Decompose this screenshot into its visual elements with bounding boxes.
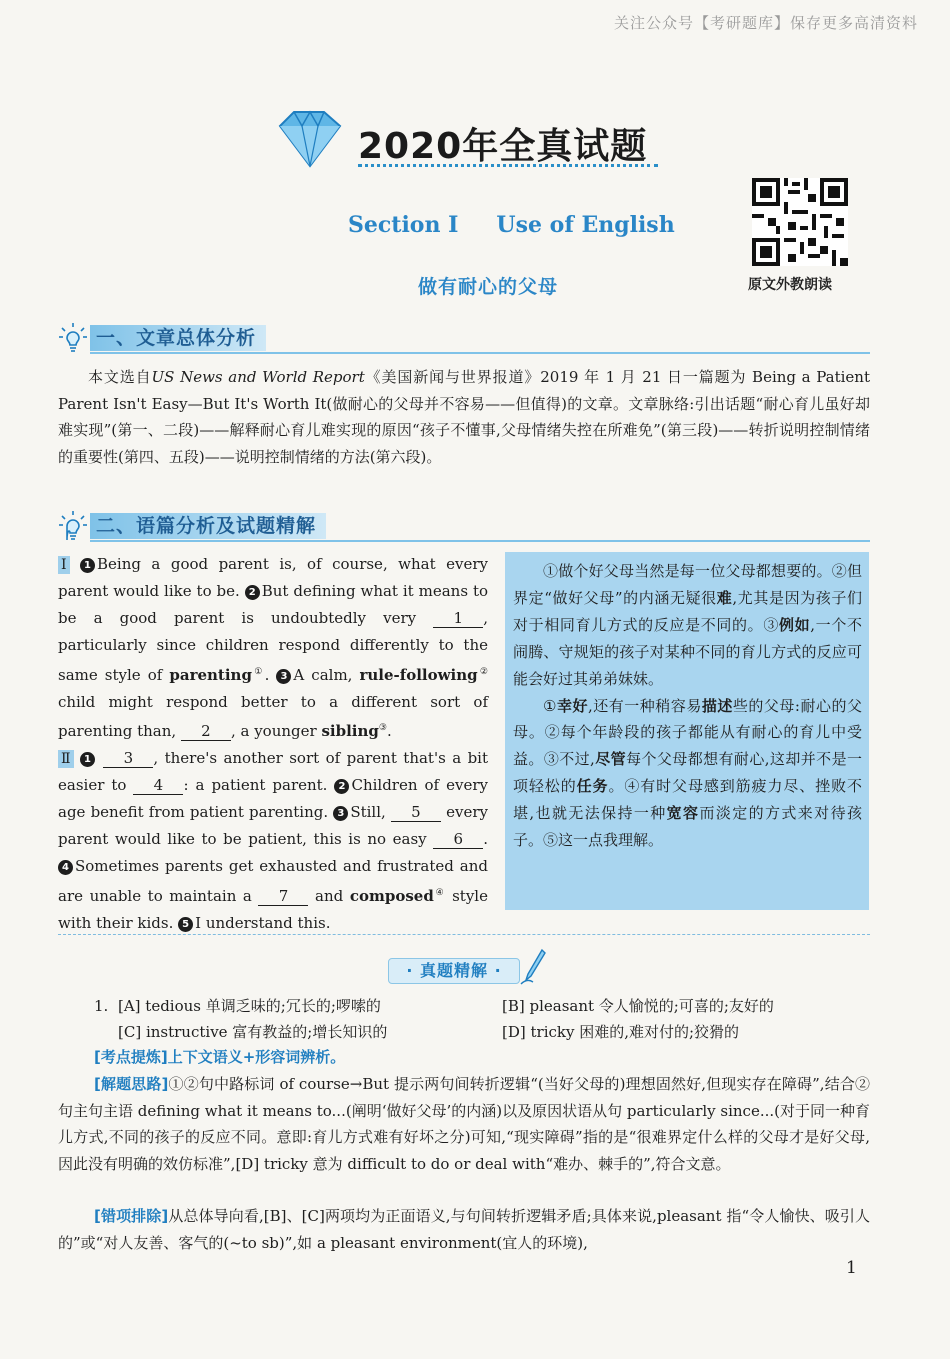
pen-icon: [518, 948, 546, 986]
elimination-label: [错项排除]: [94, 1207, 169, 1225]
sentence-number: 5: [178, 917, 193, 932]
analysis-badge: · 真题精解 ·: [388, 958, 520, 984]
blank-3[interactable]: 3: [103, 749, 153, 768]
footnote-mark: ④: [433, 887, 446, 898]
key-point-text: 上下文语义+形容词辨析。: [167, 1048, 346, 1066]
page-title: 2020年全真试题: [358, 126, 648, 167]
sentence-number: 3: [333, 806, 348, 821]
translation-box: [505, 552, 869, 910]
paragraph-label: Ⅰ: [58, 556, 70, 574]
blank-7[interactable]: 7: [258, 887, 308, 906]
footnote-mark: ②: [477, 666, 488, 677]
lightbulb-icon: [58, 510, 88, 542]
sentence: style with their kids.: [58, 886, 488, 932]
option-a[interactable]: [A] tedious 单调乏味的;冗长的;啰嗦的: [118, 997, 381, 1015]
passage-english: [58, 551, 488, 937]
part1-heading-label: 一、文章总体分析: [90, 325, 266, 351]
watermark: 关注公众号【考研题库】保存更多高清资料: [613, 14, 918, 32]
sentence: Still,: [350, 803, 386, 822]
article-title: 做有耐心的父母: [418, 276, 559, 298]
vocab-word: composed: [349, 886, 434, 905]
key-point-label: [考点提炼]: [94, 1048, 168, 1066]
sentence-number: 2: [245, 585, 260, 600]
sentence: child might respond better to a different sort of parenting than,: [58, 692, 488, 741]
sentence: But defining what it means to be a good parent is undoubtedly very: [58, 581, 489, 627]
sentence-number: 4: [58, 860, 73, 875]
footnote-mark: ①: [251, 666, 265, 677]
translation-paragraph-1: ①做个好父母当然是每一位父母都想要的。②但界定“做好父母”的内涵无疑很难,尤其是因为孩子们对于相同育儿方式的反应是不同的。③例如,一个不闹腾、守规矩的孩子对某种不同的育儿方式的反应可能会好过其弟弟妹妹。: [513, 562, 862, 688]
key-point: [94, 1044, 870, 1071]
sentence: , particularly since children respond differently to the same style of: [58, 608, 488, 684]
solution-text: ①②句中路标词 of course→But 提示两句间转折逻辑“(当好父母的)理想固然好,但现实存在障碍”,结合②句主句主语 defining what it means to...(阐明‘做好父母’的内涵)以及原因状语从句 particularly since...(对于同一种育儿方式,不同的孩子的反应不同。意即:育儿方式难有好坏之分)可知,“现实障碍”指的是“很难界定什么样的父母才是好父母,因此没有明确的效仿标准”,[D] tricky 意为 difficult to do or deal with“难办、棘手的”,符合文意。: [58, 1075, 870, 1173]
option-b[interactable]: [B] pleasant 令人愉悦的;可喜的;友好的: [502, 997, 774, 1015]
blank-5[interactable]: 5: [391, 803, 441, 822]
overview-text-a: 本文选自: [88, 368, 152, 386]
vocab-word: sibling: [321, 722, 379, 741]
blank-4[interactable]: 4: [133, 776, 183, 795]
sentence: Children of every age benefit from patient parenting.: [58, 776, 488, 822]
blank-1[interactable]: 1: [433, 609, 483, 628]
section-name: Use of English: [496, 212, 675, 238]
page-number: 1: [846, 1258, 857, 1278]
lightbulb-icon: [58, 322, 88, 354]
diamond-icon: [270, 108, 348, 170]
sentence-number: 3: [276, 669, 291, 684]
blank-2[interactable]: 2: [181, 722, 231, 741]
sentence: A calm,: [293, 665, 353, 684]
blank-6[interactable]: 6: [433, 830, 483, 849]
vocab-word: rule-following: [359, 665, 478, 684]
qr-caption: 原文外教朗读: [748, 277, 832, 293]
sentence: every parent would like to be patient, this is no easy: [58, 803, 488, 849]
paragraph-2: Ⅱ 1 3 , there's another sort of parent that's a bit easier to 4 : a patient parent. 2 Children of every age benefit from patient parenting. 3 Still, 5 every parent would like to be patient, this is no easy 6 . 4 Sometimes parents get exhausted and frustrated and are unable to maintain a 7 and composed④ style with their kids. 5 I understand this.: [58, 749, 488, 932]
vocab-word: parenting: [169, 665, 252, 684]
sentence: I understand this.: [195, 913, 331, 932]
footnote-mark: ③: [378, 723, 387, 734]
part2-heading-label: 二、语篇分析及试题精解: [90, 513, 326, 539]
sentence: , a younger: [230, 722, 317, 741]
sentence: , there's another sort of parent that's a bit easier to: [58, 749, 488, 795]
option-c[interactable]: [C] instructive 富有教益的;增长知识的: [118, 1023, 388, 1041]
translation-paragraph-2: ①幸好,还有一种稍容易描述些的父母:耐心的父母。②每个年龄段的孩子都能从有耐心的育儿中受益。③不过,尽管每个父母都想有耐心,这却并不是一项轻松的任务。④有时父母感到筋疲力尽、挫败不堪,也就无法保持一种宽容而淡定的方式来对待孩子。⑤这一点我理解。: [513, 696, 862, 850]
sentence: : a patient parent.: [183, 776, 328, 795]
part2-heading: [58, 510, 870, 542]
section-divider: [58, 934, 870, 935]
sentence: Sometimes parents get exhausted and frustrated and are unable to maintain a: [58, 856, 488, 905]
sentence-number: 1: [80, 558, 95, 573]
article-overview: [58, 364, 870, 470]
part2-heading-rule: [90, 540, 870, 542]
sentence: Being a good parent is, of course, what every parent would like to be.: [58, 555, 488, 600]
question-number: 1.: [94, 997, 109, 1015]
overview-source: US News and World Report: [151, 368, 365, 386]
option-d[interactable]: [D] tricky 困难的,难对付的;狡猾的: [502, 1023, 740, 1041]
page-header: [270, 100, 670, 180]
sentence: and: [315, 886, 344, 905]
section-roman: Section Ⅰ: [348, 212, 459, 238]
sentence-number: 2: [334, 779, 349, 794]
qr-code-icon[interactable]: [752, 178, 848, 266]
part1-heading-rule: [90, 352, 870, 354]
sentence-number: 1: [80, 752, 95, 767]
solution-idea: [58, 1071, 870, 1177]
section-heading: [348, 212, 675, 238]
paragraph-1: Ⅰ 1 Being a good parent is, of course, what every parent would like to be. 2 But defining what it means to be a good parent is undoubtedly very 1 , particularly since children respond differently to the same style of parenting①. 3 A calm, rule-following② child might respond better to a different sort of parenting than, 2 , a younger sibling③.: [58, 555, 489, 741]
paragraph-label: Ⅱ: [58, 750, 74, 768]
overview-text-b: 《美国新闻与世界报道》2019 年 1 月 21 日一篇题为 Being a Patient Parent Isn't Easy—But It's Worth It(做耐心的父母并不容易——但值得)的文章。文章脉络:引出话题“耐心育儿虽好却难实现”(第一、二段)——解释耐心育儿难实现的原因“孩子不懂事,父母情绪失控在所难免”(第三段)——转折说明控制情绪的重要性(第四、五段)——说明控制情绪的方法(第六段)。: [58, 368, 870, 466]
part1-heading: [58, 322, 870, 354]
solution-label: [解题思路]: [94, 1075, 169, 1093]
elimination-text: 从总体导向看,[B]、[C]两项均为正面语义,与句间转折逻辑矛盾;具体来说,pleasant 指“令人愉快、吸引人的”或“对人友善、客气的(~to sb)”,如 a pleasant environment(宜人的环境),: [58, 1207, 870, 1252]
title-underline: [358, 164, 658, 167]
distractor-elimination: [58, 1203, 870, 1256]
